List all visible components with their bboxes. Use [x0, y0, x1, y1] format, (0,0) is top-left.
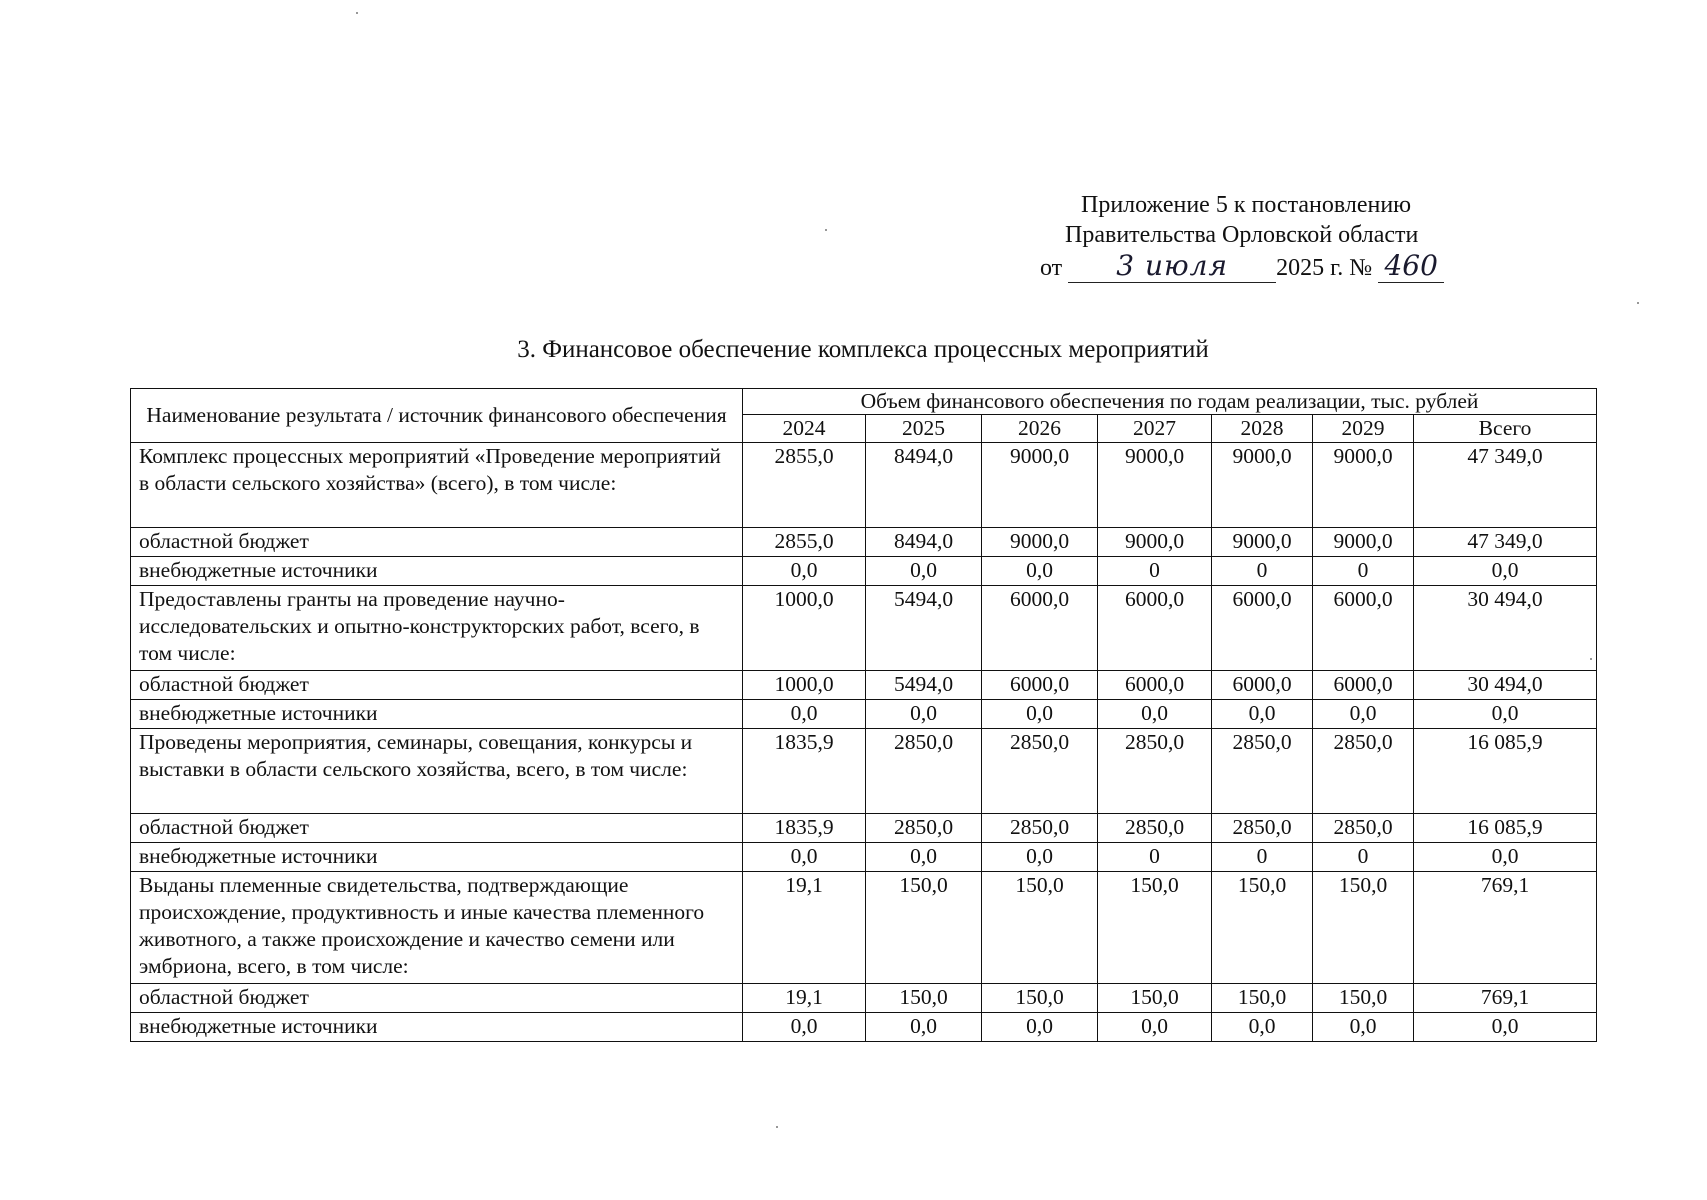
value-cell: 8494,0	[866, 443, 982, 528]
value-cell: 6000,0	[982, 586, 1098, 671]
year-header-cell: 2028	[1212, 415, 1313, 443]
table-row	[131, 843, 1597, 872]
value-cell: 6000,0	[1098, 671, 1212, 700]
row-name-cell: внебюджетные источники	[131, 557, 743, 586]
value-cell: 6000,0	[1313, 671, 1414, 700]
value-cell: 0,0	[743, 557, 866, 586]
value-cell: 0,0	[743, 1013, 866, 1042]
value-cell: 8494,0	[866, 528, 982, 557]
scan-speck	[1590, 658, 1592, 660]
table-row	[131, 671, 1597, 700]
year-header-cell: 2024	[743, 415, 866, 443]
value-cell: 9000,0	[982, 443, 1098, 528]
value-cell: 2850,0	[982, 729, 1098, 814]
table-row	[131, 586, 1597, 671]
value-cell: 6000,0	[1098, 586, 1212, 671]
value-cell: 47 349,0	[1414, 443, 1597, 528]
value-cell: 2850,0	[866, 729, 982, 814]
table-row	[131, 557, 1597, 586]
table-row	[131, 984, 1597, 1013]
value-cell: 1835,9	[743, 729, 866, 814]
row-name-cell: областной бюджет	[131, 814, 743, 843]
value-cell: 6000,0	[1313, 586, 1414, 671]
value-cell: 150,0	[866, 872, 982, 984]
header-name-cell: Наименование результата / источник финансового обеспечения	[131, 389, 743, 443]
value-cell: 0,0	[1414, 1013, 1597, 1042]
value-cell: 150,0	[1313, 984, 1414, 1013]
value-cell: 0,0	[743, 700, 866, 729]
value-cell: 9000,0	[1212, 528, 1313, 557]
from-label: от	[1040, 255, 1063, 281]
handwritten-date: 3 июля	[1068, 250, 1276, 283]
value-cell: 2850,0	[982, 814, 1098, 843]
handwritten-number: 460	[1378, 250, 1444, 283]
table-row	[131, 814, 1597, 843]
year-header-cell: 2029	[1313, 415, 1414, 443]
row-name-cell: внебюджетные источники	[131, 1013, 743, 1042]
value-cell: 0	[1098, 843, 1212, 872]
value-cell: 2850,0	[1313, 814, 1414, 843]
header-volume-cell: Объем финансового обеспечения по годам реализации, тыс. рублей	[743, 389, 1597, 415]
scan-speck	[776, 1126, 778, 1128]
year-header-cell: Всего	[1414, 415, 1597, 443]
year-header-cell: 2027	[1098, 415, 1212, 443]
value-cell: 5494,0	[866, 671, 982, 700]
value-cell: 2855,0	[743, 528, 866, 557]
year-header-cell: 2025	[866, 415, 982, 443]
table-row	[131, 443, 1597, 528]
value-cell: 0	[1313, 557, 1414, 586]
value-cell: 0,0	[982, 700, 1098, 729]
appendix-line-3	[1040, 250, 1500, 283]
value-cell: 9000,0	[1212, 443, 1313, 528]
value-cell: 0	[1212, 557, 1313, 586]
value-cell: 0,0	[1313, 1013, 1414, 1042]
appendix-line-2: Правительства Орловской области	[1065, 222, 1419, 248]
row-name-cell: областной бюджет	[131, 671, 743, 700]
appendix-block	[1040, 190, 1500, 283]
value-cell: 19,1	[743, 984, 866, 1013]
value-cell: 2850,0	[1212, 729, 1313, 814]
value-cell: 9000,0	[982, 528, 1098, 557]
value-cell: 6000,0	[982, 671, 1098, 700]
value-cell: 0	[1098, 557, 1212, 586]
value-cell: 0,0	[982, 843, 1098, 872]
value-cell: 16 085,9	[1414, 729, 1597, 814]
value-cell: 19,1	[743, 872, 866, 984]
value-cell: 47 349,0	[1414, 528, 1597, 557]
row-name-cell: областной бюджет	[131, 984, 743, 1013]
value-cell: 150,0	[1098, 872, 1212, 984]
value-cell: 30 494,0	[1414, 671, 1597, 700]
value-cell: 2850,0	[1313, 729, 1414, 814]
year-header-cell: 2026	[982, 415, 1098, 443]
table-row	[131, 1013, 1597, 1042]
scan-speck	[825, 229, 827, 231]
value-cell: 6000,0	[1212, 671, 1313, 700]
value-cell: 9000,0	[1098, 443, 1212, 528]
value-cell: 0,0	[866, 700, 982, 729]
row-name-cell: внебюджетные источники	[131, 700, 743, 729]
value-cell: 150,0	[1313, 872, 1414, 984]
scan-speck	[1637, 302, 1639, 304]
value-cell: 0,0	[743, 843, 866, 872]
financing-table	[130, 388, 1597, 1042]
value-cell: 2850,0	[1212, 814, 1313, 843]
row-name-cell: внебюджетные источники	[131, 843, 743, 872]
value-cell: 1000,0	[743, 586, 866, 671]
value-cell: 150,0	[1098, 984, 1212, 1013]
value-cell: 0,0	[982, 1013, 1098, 1042]
value-cell: 0,0	[1098, 1013, 1212, 1042]
value-cell: 769,1	[1414, 984, 1597, 1013]
value-cell: 0,0	[1313, 700, 1414, 729]
value-cell: 150,0	[1212, 872, 1313, 984]
table-row	[131, 528, 1597, 557]
value-cell: 2850,0	[1098, 729, 1212, 814]
value-cell: 150,0	[1212, 984, 1313, 1013]
row-name-cell: Комплекс процессных мероприятий «Проведение мероприятий в области сельского хозяйства» (всего), в том числе:	[131, 443, 743, 528]
table-row	[131, 700, 1597, 729]
value-cell: 0,0	[1414, 843, 1597, 872]
value-cell: 30 494,0	[1414, 586, 1597, 671]
value-cell: 0	[1313, 843, 1414, 872]
value-cell: 0,0	[1414, 700, 1597, 729]
year-label: 2025 г. №	[1276, 255, 1373, 281]
value-cell: 0,0	[866, 557, 982, 586]
value-cell: 150,0	[982, 984, 1098, 1013]
value-cell: 16 085,9	[1414, 814, 1597, 843]
value-cell: 0	[1212, 843, 1313, 872]
value-cell: 769,1	[1414, 872, 1597, 984]
value-cell: 1000,0	[743, 671, 866, 700]
value-cell: 2850,0	[1098, 814, 1212, 843]
table-row	[131, 729, 1597, 814]
value-cell: 0,0	[1414, 557, 1597, 586]
value-cell: 2850,0	[866, 814, 982, 843]
value-cell: 9000,0	[1313, 443, 1414, 528]
value-cell: 1835,9	[743, 814, 866, 843]
table-body	[131, 443, 1597, 1042]
table-row	[131, 872, 1597, 984]
value-cell: 0,0	[1212, 700, 1313, 729]
scan-speck	[356, 12, 358, 14]
appendix-line-1: Приложение 5 к постановлению	[1081, 192, 1412, 218]
table-header-row	[131, 389, 1597, 415]
value-cell: 0,0	[866, 1013, 982, 1042]
row-name-cell: Предоставлены гранты на проведение научно-исследовательских и опытно-конструкторских работ, всего, в том числе:	[131, 586, 743, 671]
value-cell: 6000,0	[1212, 586, 1313, 671]
value-cell: 150,0	[866, 984, 982, 1013]
value-cell: 2855,0	[743, 443, 866, 528]
value-cell: 0,0	[1212, 1013, 1313, 1042]
value-cell: 9000,0	[1098, 528, 1212, 557]
document-title: 3. Финансовое обеспечение комплекса процессных мероприятий	[517, 336, 1209, 363]
row-name-cell: Проведены мероприятия, семинары, совещания, конкурсы и выставки в области сельского хозяйства, всего, в том числе:	[131, 729, 743, 814]
value-cell: 0,0	[866, 843, 982, 872]
row-name-cell: областной бюджет	[131, 528, 743, 557]
value-cell: 150,0	[982, 872, 1098, 984]
value-cell: 0,0	[982, 557, 1098, 586]
value-cell: 5494,0	[866, 586, 982, 671]
value-cell: 9000,0	[1313, 528, 1414, 557]
value-cell: 0,0	[1098, 700, 1212, 729]
row-name-cell: Выданы племенные свидетельства, подтверждающие происхождение, продуктивность и иные качества племенного животного, а также происхождение и качество семени или эмбриона, всего, в том числе:	[131, 872, 743, 984]
